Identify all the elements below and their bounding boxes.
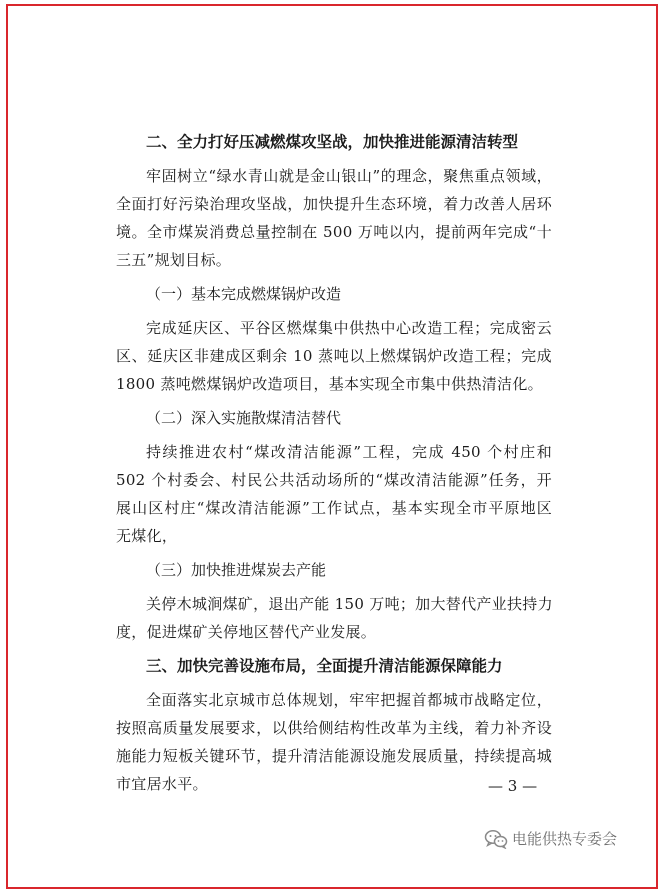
paragraph-line: 全面落实北京城市总体规划，牢牢把握首都城市战略定位， bbox=[146, 691, 552, 709]
paragraph-section3 bbox=[116, 686, 552, 798]
subsection-heading-2: （二）深入实施散煤清洁替代 bbox=[146, 409, 342, 427]
paragraph-line: 区、延庆区非建成区剩余 10 蒸吨以上燃煤锅炉改造工程；完成 bbox=[116, 347, 552, 365]
wechat-icon bbox=[484, 829, 508, 849]
paragraph-sub2 bbox=[116, 438, 552, 550]
page-number: — 3 — bbox=[488, 777, 538, 795]
paragraph-line: 境。全市煤炭消费总量控制在 500 万吨以内，提前两年完成“十 bbox=[116, 223, 552, 241]
paragraph-line: 牢固树立“绿水青山就是金山银山”的理念，聚焦重点领域， bbox=[146, 167, 552, 185]
paragraph-sub1 bbox=[116, 314, 552, 398]
paragraph-line: 按照高质量发展要求，以供给侧结构性改革为主线，着力补齐设 bbox=[116, 719, 552, 737]
paragraph-line: 持续推进农村“煤改清洁能源”工程，完成 450 个村庄和 bbox=[146, 443, 552, 461]
watermark-text: 电能供热专委会 bbox=[512, 830, 618, 848]
paragraph-line: 施能力短板关键环节，提升清洁能源设施发展质量，持续提高城 bbox=[116, 747, 552, 765]
paragraph-section2-intro bbox=[116, 162, 552, 274]
paragraph-line: 1800 蒸吨燃煤锅炉改造项目，基本实现全市集中供热清洁化。 bbox=[116, 375, 543, 393]
paragraph-line: 关停木城涧煤矿，退出产能 150 万吨；加大替代产业扶持力 bbox=[146, 595, 553, 613]
paragraph-line: 无煤化， bbox=[116, 527, 178, 545]
paragraph-line: 度，促进煤矿关停地区替代产业发展。 bbox=[116, 623, 377, 641]
watermark bbox=[484, 828, 617, 849]
document-body bbox=[116, 128, 552, 798]
section-heading-2: 二、全力打好压减燃煤攻坚战，加快推进能源清洁转型 bbox=[146, 133, 519, 151]
paragraph-line: 市宜居水平。 bbox=[116, 775, 208, 793]
paragraph-line: 展山区村庄“煤改清洁能源”工作试点，基本实现全市平原地区 bbox=[116, 499, 552, 517]
paragraph-line: 三五”规划目标。 bbox=[116, 251, 232, 269]
subsection-heading-3: （三）加快推进煤炭去产能 bbox=[146, 561, 327, 579]
subsection-heading-1: （一）基本完成燃煤锅炉改造 bbox=[146, 285, 342, 303]
section-heading-3: 三、加快完善设施布局，全面提升清洁能源保障能力 bbox=[146, 657, 503, 675]
paragraph-line: 完成延庆区、平谷区燃煤集中供热中心改造工程；完成密云 bbox=[146, 319, 552, 337]
paragraph-line: 502 个村委会、村民公共活动场所的“煤改清洁能源”任务，开 bbox=[116, 471, 552, 489]
paragraph-line: 全面打好污染治理攻坚战，加快提升生态环境，着力改善人居环 bbox=[116, 195, 552, 213]
paragraph-sub3 bbox=[116, 590, 552, 646]
